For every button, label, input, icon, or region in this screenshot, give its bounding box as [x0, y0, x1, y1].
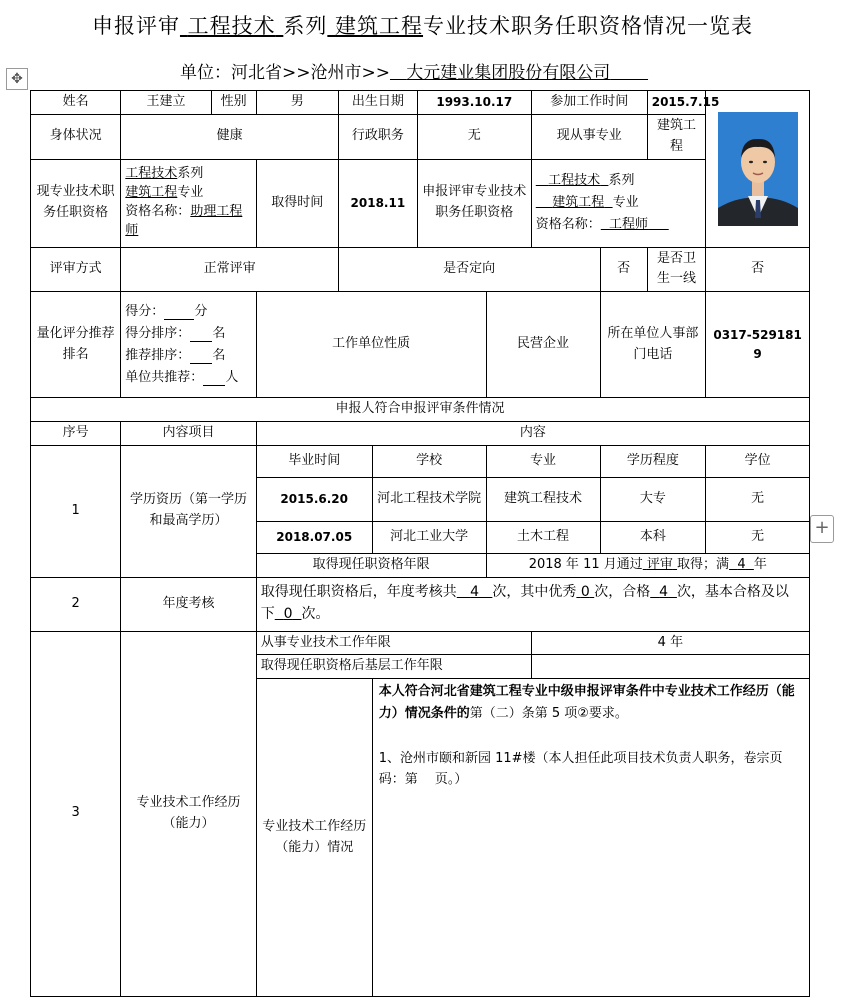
work-no: 3	[31, 631, 121, 997]
work-detail-label: 专业技术工作经历（能力）情况	[256, 679, 372, 997]
current-qual-detail: 工程技术系列 建筑工程专业 资格名称：助理工程师	[121, 159, 256, 247]
hr-phone-value: 0317-5291819	[706, 292, 810, 398]
qual-years-value: 2018 年 11 月通过 评审 取得；满 4 年	[486, 553, 809, 577]
gender-label: 性别	[211, 91, 256, 115]
edu-row2-degree: 无	[706, 521, 810, 553]
edu-row2-level: 本科	[600, 521, 706, 553]
review-method-value: 正常评审	[121, 247, 339, 292]
edu-header-degree: 学位	[706, 445, 810, 477]
birth-label: 出生日期	[338, 91, 417, 115]
work-detail-item-1: 1、沧州市颐和新园 11#楼（本人担任此项目技术负责人职务，卷宗页码：第 页。）	[378, 751, 783, 788]
work-start-value: 2015.7.15	[647, 91, 705, 115]
grassroots-years-value	[531, 655, 809, 679]
name-label: 姓名	[31, 91, 121, 115]
obtain-time-value: 2018.11	[338, 159, 417, 247]
health-line-value: 否	[706, 247, 810, 292]
portrait-photo	[718, 112, 798, 226]
edu-row2-school: 河北工业大学	[372, 521, 486, 553]
unit-name: 大元建业集团股份有限公司	[406, 63, 611, 83]
edu-row2-time: 2018.07.05	[256, 521, 372, 553]
hr-phone-label: 所在单位人事部门电话	[600, 292, 706, 398]
edu-row2-major: 土木工程	[486, 521, 600, 553]
work-years-label: 从事专业技术工作年限	[256, 631, 531, 655]
apply-qual-label: 申报评审专业技术职务任职资格	[417, 159, 531, 247]
health-label: 身体状况	[31, 115, 121, 160]
work-start-label: 参加工作时间	[531, 91, 647, 115]
qual-years-label: 取得现任职资格年限	[256, 553, 486, 577]
unit-nature-value: 民营企业	[486, 292, 600, 398]
title-major: 建筑工程	[335, 14, 424, 38]
table-move-icon[interactable]: ✥	[6, 68, 28, 90]
edu-row1-major: 建筑工程技术	[486, 477, 600, 521]
edu-row1-school: 河北工程技术学院	[372, 477, 486, 521]
work-years-value: 4 年	[531, 631, 809, 655]
current-qual-label: 现专业技术职务任职资格	[31, 159, 121, 247]
current-major-label: 现从事专业	[531, 115, 647, 160]
name-value: 王建立	[121, 91, 211, 115]
title-series: 工程技术	[187, 14, 276, 38]
edu-header-school: 学校	[372, 445, 486, 477]
admin-label: 行政职务	[338, 115, 417, 160]
edu-row1-degree: 无	[706, 477, 810, 521]
annual-no: 2	[31, 577, 121, 631]
admin-value: 无	[417, 115, 531, 160]
current-major-value: 建筑工程	[647, 115, 705, 160]
edu-header-major: 专业	[486, 445, 600, 477]
apply-qual-detail: 工程技术 系列 建筑工程 专业 资格名称： 工程师	[531, 159, 705, 247]
edu-no: 1	[31, 445, 121, 577]
unit-line: 单位：河北省>>沧州市>> 大元建业集团股份有限公司	[180, 58, 648, 83]
col-content-header: 内容	[256, 421, 809, 445]
qualification-table	[30, 90, 810, 997]
grassroots-years-label: 取得现任职资格后基层工作年限	[256, 655, 531, 679]
id-photo	[706, 91, 810, 248]
work-item: 专业技术工作经历（能力）	[121, 631, 256, 997]
annual-detail: 取得现任职资格后，年度考核共 4 次，其中优秀 0 次，合格 4 次，基本合格及以下 0 次。	[256, 577, 809, 631]
directed-value: 否	[600, 247, 647, 292]
health-line-label: 是否卫生一线	[647, 247, 705, 292]
score-detail: 得分： 分 得分排序： 名 推荐排序： 名 单位共推荐： 人	[121, 292, 256, 398]
add-row-plus-icon[interactable]: +	[810, 515, 834, 543]
unit-nature-label: 工作单位性质	[256, 292, 486, 398]
conditions-section-title: 申报人符合申报评审条件情况	[31, 398, 810, 422]
edu-header-grad-time: 毕业时间	[256, 445, 372, 477]
edu-item: 学历资历（第一学历和最高学历）	[121, 445, 256, 577]
gender-value: 男	[256, 91, 338, 115]
review-method-label: 评审方式	[31, 247, 121, 292]
annual-item: 年度考核	[121, 577, 256, 631]
birth-value: 1993.10.17	[417, 91, 531, 115]
edu-row1-level: 大专	[600, 477, 706, 521]
col-no-header: 序号	[31, 421, 121, 445]
score-label: 量化评分推荐排名	[31, 292, 121, 398]
work-detail: 本人符合河北省建筑工程专业中级申报评审条件中专业技术工作经历（能力）情况条件的第（二）条第 5 项②要求。 1、沧州市颐和新园 11#楼（本人担任此项目技术负责人职务，卷宗页码：第 页。）	[372, 679, 809, 997]
obtain-time-label: 取得时间	[256, 159, 338, 247]
edu-row1-time: 2015.6.20	[256, 477, 372, 521]
page-title: 申报评审 工程技术 系列 建筑工程专业技术职务任职资格情况一览表	[91, 14, 754, 38]
col-item-header: 内容项目	[121, 421, 256, 445]
edu-header-level: 学历程度	[600, 445, 706, 477]
health-value: 健康	[121, 115, 339, 160]
directed-label: 是否定向	[338, 247, 600, 292]
